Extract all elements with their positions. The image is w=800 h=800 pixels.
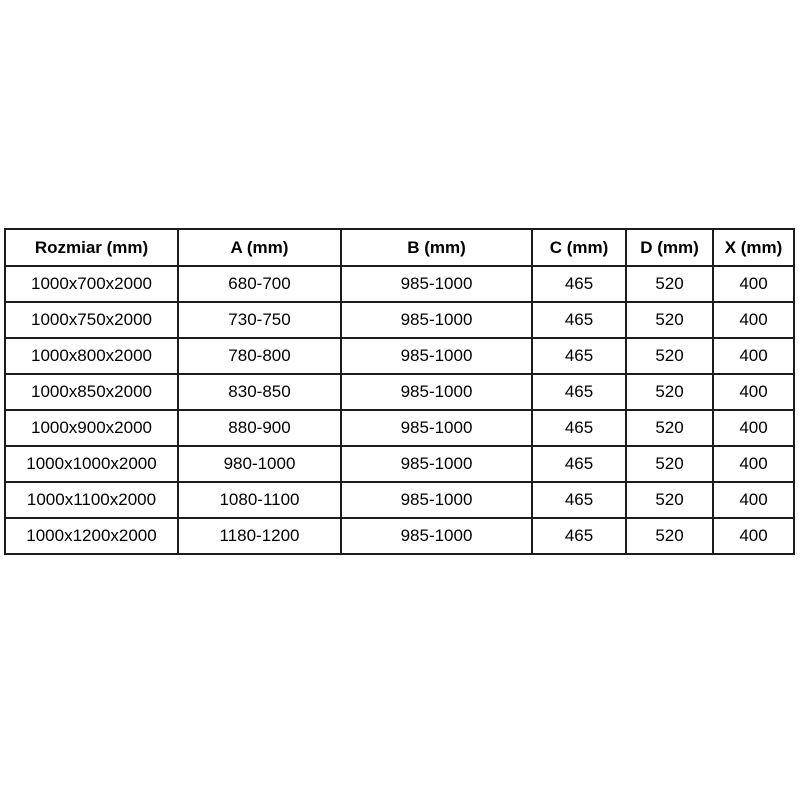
table-cell: 520 xyxy=(626,446,713,482)
table-cell: 400 xyxy=(713,482,794,518)
table-cell: 1000x800x2000 xyxy=(5,338,178,374)
table-cell: 465 xyxy=(532,482,626,518)
table-cell: 985-1000 xyxy=(341,482,532,518)
table-cell: 1000x700x2000 xyxy=(5,266,178,302)
table-cell: 520 xyxy=(626,338,713,374)
table-row xyxy=(5,266,794,302)
table-cell: 780-800 xyxy=(178,338,341,374)
table-cell: 465 xyxy=(532,446,626,482)
table-row xyxy=(5,518,794,554)
table-cell: 520 xyxy=(626,410,713,446)
table-cell: 985-1000 xyxy=(341,302,532,338)
table-cell: 465 xyxy=(532,518,626,554)
column-header-a: A (mm) xyxy=(178,229,341,266)
table-cell: 465 xyxy=(532,302,626,338)
table-cell: 1000x1100x2000 xyxy=(5,482,178,518)
table-row xyxy=(5,338,794,374)
table-cell: 520 xyxy=(626,518,713,554)
table-cell: 465 xyxy=(532,374,626,410)
table-cell: 465 xyxy=(532,266,626,302)
table-cell: 1000x900x2000 xyxy=(5,410,178,446)
table-cell: 400 xyxy=(713,446,794,482)
table-row xyxy=(5,374,794,410)
table-cell: 400 xyxy=(713,266,794,302)
table-cell: 985-1000 xyxy=(341,410,532,446)
table-row xyxy=(5,482,794,518)
column-header-rozmiar: Rozmiar (mm) xyxy=(5,229,178,266)
table-row xyxy=(5,446,794,482)
table-cell: 980-1000 xyxy=(178,446,341,482)
table-cell: 520 xyxy=(626,374,713,410)
table-header-row xyxy=(5,229,794,266)
column-header-c: C (mm) xyxy=(532,229,626,266)
column-header-d: D (mm) xyxy=(626,229,713,266)
table-cell: 880-900 xyxy=(178,410,341,446)
table-cell: 730-750 xyxy=(178,302,341,338)
table-cell: 985-1000 xyxy=(341,266,532,302)
column-header-x: X (mm) xyxy=(713,229,794,266)
table-cell: 1000x750x2000 xyxy=(5,302,178,338)
table-cell: 1000x1000x2000 xyxy=(5,446,178,482)
table-cell: 400 xyxy=(713,410,794,446)
column-header-b: B (mm) xyxy=(341,229,532,266)
table-cell: 520 xyxy=(626,482,713,518)
table-cell: 680-700 xyxy=(178,266,341,302)
table-cell: 1000x1200x2000 xyxy=(5,518,178,554)
table-cell: 400 xyxy=(713,302,794,338)
table-cell: 985-1000 xyxy=(341,518,532,554)
table-cell: 985-1000 xyxy=(341,446,532,482)
table-cell: 400 xyxy=(713,374,794,410)
table-cell: 465 xyxy=(532,338,626,374)
table-row xyxy=(5,410,794,446)
table-cell: 1180-1200 xyxy=(178,518,341,554)
table-cell: 1080-1100 xyxy=(178,482,341,518)
table-cell: 985-1000 xyxy=(341,338,532,374)
table-cell: 400 xyxy=(713,518,794,554)
table-cell: 985-1000 xyxy=(341,374,532,410)
table-cell: 520 xyxy=(626,302,713,338)
dimensions-table xyxy=(4,228,795,555)
table-cell: 400 xyxy=(713,338,794,374)
table-row xyxy=(5,302,794,338)
table-cell: 520 xyxy=(626,266,713,302)
table-cell: 465 xyxy=(532,410,626,446)
table-cell: 1000x850x2000 xyxy=(5,374,178,410)
table-cell: 830-850 xyxy=(178,374,341,410)
